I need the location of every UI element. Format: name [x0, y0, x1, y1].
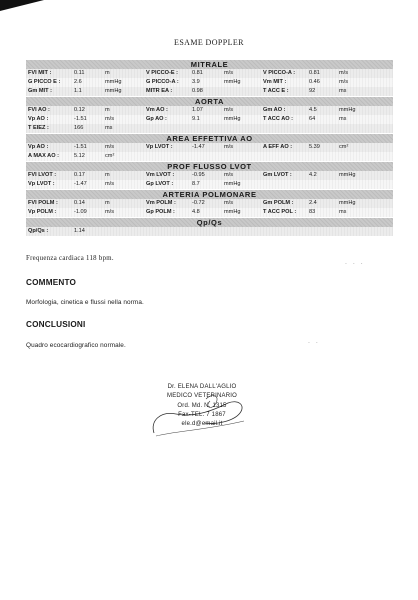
measure-label: T ACC POL :: [263, 209, 297, 215]
measure-value: 64: [309, 116, 316, 122]
measure-label: Gm AO :: [263, 107, 286, 113]
measure-label: Gp LVOT :: [146, 181, 174, 187]
measure-unit: ms: [339, 116, 347, 122]
section-header-mitrale: MITRALE: [26, 60, 393, 69]
measure-value: 4.2: [309, 172, 317, 178]
measure-value: -1.09: [74, 209, 87, 215]
measure-label: Gp AO :: [146, 116, 167, 122]
measure-label: Qp/Qs :: [28, 228, 49, 234]
measure-value: 0.81: [192, 70, 203, 76]
measure-value: 3.9: [192, 79, 200, 85]
measure-unit: m/s: [224, 200, 234, 206]
table-row: [26, 152, 393, 161]
table-row: [26, 199, 393, 208]
table-row: [26, 87, 393, 96]
measure-unit: mmHg: [105, 79, 122, 85]
measure-value: 0.12: [74, 107, 85, 113]
measure-value: 0.98: [192, 88, 203, 94]
measure-label: G PICCO-A :: [146, 79, 179, 85]
measure-label: T EIEZ :: [28, 125, 49, 131]
stamp-line: ele.d@email.it: [181, 421, 223, 428]
measure-unit: m/s: [224, 144, 234, 150]
measure-unit: cm²: [105, 153, 115, 159]
measure-label: Vp AO :: [28, 116, 49, 122]
measure-value: -1.47: [74, 181, 87, 187]
measure-label: A EFF AO :: [263, 144, 293, 150]
measure-label: V PICCO-E :: [146, 70, 179, 76]
table-row: [26, 115, 393, 124]
measure-value: -1.51: [74, 116, 87, 122]
measure-label: T ACC E :: [263, 88, 289, 94]
measure-unit: m/s: [339, 70, 349, 76]
measure-label: Vm AO :: [146, 107, 168, 113]
stamp-line: Ord. Md. N. 1315: [177, 402, 227, 409]
measure-value: 0.81: [309, 70, 320, 76]
table-row: [26, 171, 393, 180]
measure-unit: mmHg: [224, 116, 241, 122]
measure-value: 0.14: [74, 200, 85, 206]
stamp-line: MEDICO VETERINARIO: [167, 393, 237, 400]
measure-label: A MAX AO :: [28, 153, 59, 159]
measure-label: Vm MIT :: [263, 79, 287, 85]
measure-unit: m/s: [105, 116, 115, 122]
measure-value: 4.8: [192, 209, 200, 215]
measure-unit: m/s: [224, 107, 234, 113]
measure-value: 8.7: [192, 181, 200, 187]
measure-value: 9.1: [192, 116, 200, 122]
table-row: [26, 78, 393, 87]
stamp-line: Fax-TEL. 7 1867: [178, 411, 226, 418]
scan-noise: . . .: [345, 259, 365, 266]
measure-label: FVI MIT :: [28, 70, 52, 76]
measure-label: Gp POLM :: [146, 209, 175, 215]
measure-unit: mmHg: [339, 107, 356, 113]
measure-label: V PICCO-A :: [263, 70, 296, 76]
measure-unit: m: [105, 200, 110, 206]
scan-noise-2: . .: [308, 338, 320, 345]
measure-label: Vp POLM :: [28, 209, 57, 215]
section-header-qpqs: Qp/Qs: [26, 218, 393, 227]
measure-label: Vm POLM :: [146, 200, 176, 206]
measure-unit: m/s: [105, 144, 115, 150]
measure-label: Vp LVOT :: [28, 181, 55, 187]
stamp-text: [152, 383, 252, 429]
measure-unit: mmHg: [339, 200, 356, 206]
measure-value: -1.51: [74, 144, 87, 150]
measure-value: 4.5: [309, 107, 317, 113]
measure-label: FVI AO :: [28, 107, 50, 113]
measure-unit: ms: [339, 88, 347, 94]
conclusioni-text: Quadro ecocardiografico normale.: [26, 342, 126, 349]
table-row: [26, 143, 393, 152]
table-row: [26, 227, 393, 236]
table-row: [26, 69, 393, 78]
measure-label: Gm LVOT :: [263, 172, 292, 178]
measure-value: 1.1: [74, 88, 82, 94]
measure-label: G PICCO E :: [28, 79, 61, 85]
page-title: ESAME DOPPLER: [174, 38, 244, 47]
section-lvot: [26, 162, 393, 189]
table-row: [26, 180, 393, 189]
measure-unit: m: [105, 172, 110, 178]
measure-value: 1.14: [74, 228, 85, 234]
table-row: [26, 106, 393, 115]
measure-label: Gm MIT :: [28, 88, 52, 94]
vet-stamp: [150, 383, 250, 437]
section-aorta: [26, 97, 393, 133]
measure-unit: m/s: [105, 181, 115, 187]
measure-value: 0.46: [309, 79, 320, 85]
measure-value: 166: [74, 125, 84, 131]
measure-unit: mmHg: [105, 88, 122, 94]
section-qpqs: [26, 218, 393, 236]
table-row: [26, 208, 393, 217]
measure-value: 1.07: [192, 107, 203, 113]
measure-label: FVI LVOT :: [28, 172, 57, 178]
measure-label: Vp AO :: [28, 144, 49, 150]
measure-value: 83: [309, 209, 316, 215]
measure-value: 2.4: [309, 200, 317, 206]
commento-text: Morfologia, cinetica e flussi nella norma.: [26, 299, 144, 306]
measure-unit: mmHg: [224, 209, 241, 215]
measure-unit: m/s: [224, 70, 234, 76]
measure-label: Vp LVOT :: [146, 144, 173, 150]
measure-label: Vm LVOT :: [146, 172, 175, 178]
heart-rate-line: Frequenza cardiaca 118 bpm.: [26, 255, 114, 262]
section-header-polmonare: ARTERIA POLMONARE: [26, 190, 393, 199]
measure-unit: m: [105, 70, 110, 76]
measure-value: 0.11: [74, 70, 85, 76]
measure-value: -0.72: [192, 200, 205, 206]
section-area: [26, 134, 393, 161]
measure-label: MITR EA :: [146, 88, 173, 94]
section-mitrale: [26, 60, 393, 96]
doppler-table: [26, 59, 393, 236]
measure-value: 5.39: [309, 144, 320, 150]
measure-unit: mmHg: [224, 181, 241, 187]
section-header-lvot: PROF FLUSSO LVOT: [26, 162, 393, 171]
section-header-area: AREA EFFETTIVA AO: [26, 134, 393, 143]
measure-value: 2.6: [74, 79, 82, 85]
table-row: [26, 124, 393, 133]
measure-unit: m/s: [339, 79, 349, 85]
commento-heading: COMMENTO: [26, 278, 77, 287]
measure-unit: mmHg: [224, 79, 241, 85]
conclusioni-heading: CONCLUSIONI: [26, 320, 86, 329]
measure-unit: m/s: [105, 209, 115, 215]
measure-unit: ms: [339, 209, 347, 215]
measure-unit: cm²: [339, 144, 349, 150]
measure-unit: m: [105, 107, 110, 113]
measure-label: FVI POLM :: [28, 200, 58, 206]
scan-corner-mark: [0, 0, 44, 11]
measure-value: 92: [309, 88, 316, 94]
measure-unit: ms: [105, 125, 113, 131]
measure-value: 0.17: [74, 172, 85, 178]
stamp-line: Dr. ELENA DALL'AGLIO: [167, 384, 237, 390]
measure-unit: mmHg: [339, 172, 356, 178]
measure-value: -0.95: [192, 172, 205, 178]
measure-value: -1.47: [192, 144, 205, 150]
measure-label: T ACC AO :: [263, 116, 294, 122]
section-header-aorta: AORTA: [26, 97, 393, 106]
measure-unit: m/s: [224, 172, 234, 178]
measure-label: Gm POLM :: [263, 200, 294, 206]
section-polmonare: [26, 190, 393, 217]
measure-value: 5.12: [74, 153, 85, 159]
